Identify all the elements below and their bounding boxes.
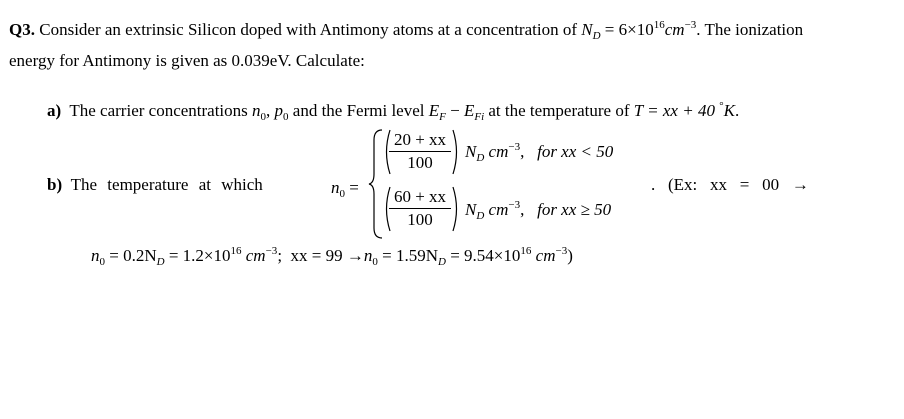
case1-unit-exponent: −3 <box>508 141 521 153</box>
temperature-expression: T = xx + 40 <box>633 101 715 120</box>
case1-nd-symbol: N <box>465 142 477 161</box>
n0-subscript: 0 <box>339 188 345 200</box>
example-eq-4-unit: cm <box>535 246 556 265</box>
n0-subscript: 0 <box>99 256 105 268</box>
example-eq-2: = 1.2×10 <box>168 246 231 265</box>
question-text-end: . The ionization <box>696 20 804 39</box>
part-b-line <box>47 175 263 195</box>
case2-unit-exponent: −3 <box>508 199 521 211</box>
donor-unit: cm <box>664 20 685 39</box>
n0-symbol: n <box>252 101 261 120</box>
case2-condition: for xx ≥ 50 <box>537 200 612 219</box>
example-eq-1-subscript: D <box>156 256 165 268</box>
case2-unit: cm <box>488 200 509 219</box>
question-line-2 <box>9 51 365 71</box>
comma: , <box>266 101 271 120</box>
case2-right-paren <box>451 185 463 233</box>
example-eq-1: = 0.2N <box>109 246 157 265</box>
ef-symbol: E <box>428 101 440 120</box>
example-eq-3-subscript: D <box>438 256 446 268</box>
ef-subscript: F <box>439 111 446 123</box>
case2-expression: $N_D$ $cm^{-3}$, for xx ≥ 50 <box>465 199 612 222</box>
case1-numerator: 20 + xx <box>389 130 451 152</box>
kelvin-unit: K <box>723 101 735 120</box>
part-b-text: The temperature at which <box>70 175 263 194</box>
example-line <box>91 246 573 266</box>
minus-sign: − <box>450 101 460 120</box>
part-a-text-3: at the temperature of <box>488 101 630 120</box>
degree-sign: ° <box>719 100 724 112</box>
example-eq-4-exponent: 16 <box>520 245 532 257</box>
p0-symbol: p <box>274 101 284 120</box>
case1-unit: cm <box>488 142 509 161</box>
period: . <box>734 101 740 120</box>
part-b-example-start <box>651 175 809 195</box>
donor-value: = 6×10 <box>604 20 654 39</box>
example-eq-4-unit-exponent: −3 <box>555 245 568 257</box>
n0b-subscript: 0 <box>372 256 378 268</box>
example-eq-3: = 1.59N <box>382 246 439 265</box>
part-a-text-1: The carrier concentrations <box>69 101 248 120</box>
question-label: Q3. <box>9 20 35 39</box>
part-b-label: b) <box>47 175 63 194</box>
equals-sign: = <box>349 178 359 197</box>
case1-denominator: 100 <box>407 153 433 172</box>
case2-fraction <box>389 187 451 230</box>
example-eq-2-exponent: 16 <box>230 245 242 257</box>
case2-nd-subscript: D <box>476 210 485 222</box>
case1-nd-subscript: D <box>476 152 485 164</box>
example-xx: xx = 99 → <box>290 246 364 265</box>
n0-symbol: n <box>91 246 100 265</box>
example-eq-2-unit: cm <box>245 246 266 265</box>
example-eq-2-unit-exponent: −3 <box>265 245 278 257</box>
donor-symbol: N <box>581 20 593 39</box>
close-paren: ) <box>567 246 573 265</box>
case2-nd-symbol: N <box>465 200 477 219</box>
question-line-1 <box>9 20 803 40</box>
part-a-label: a) <box>47 101 62 120</box>
example-start-text: . (Ex: xx = 00 → <box>651 175 809 194</box>
case1-condition: for xx < 50 <box>537 142 614 161</box>
part-a-line <box>47 101 739 121</box>
case2-denominator: 100 <box>407 210 433 229</box>
case1-fraction <box>389 130 451 173</box>
efi-subscript: Fi <box>474 111 485 123</box>
n0-symbol: n <box>331 178 340 197</box>
case1-expression: $N_D$ $cm^{-3}$, for xx < 50 <box>465 141 614 164</box>
question-text-line-2: energy for Antimony is given as 0.039eV. Calculate: <box>9 51 365 70</box>
donor-exponent: 16 <box>653 19 665 31</box>
efi-symbol: E <box>463 101 475 120</box>
semicolon: ; <box>277 246 283 265</box>
n0b-symbol: n <box>363 246 373 265</box>
part-b-n0 <box>331 178 359 198</box>
case1-right-paren <box>451 128 463 176</box>
part-a-text-2: and the Fermi level <box>292 101 425 120</box>
n0-subscript: 0 <box>260 111 267 123</box>
donor-subscript: D <box>592 30 601 42</box>
case2-numerator: 60 + xx <box>389 187 451 209</box>
p0-subscript: 0 <box>283 111 289 123</box>
question-text-start: Consider an extrinsic Silicon doped with Antimony atoms at a concentration of <box>39 20 577 39</box>
example-eq-4: = 9.54×10 <box>450 246 521 265</box>
donor-unit-exponent: −3 <box>684 19 697 31</box>
